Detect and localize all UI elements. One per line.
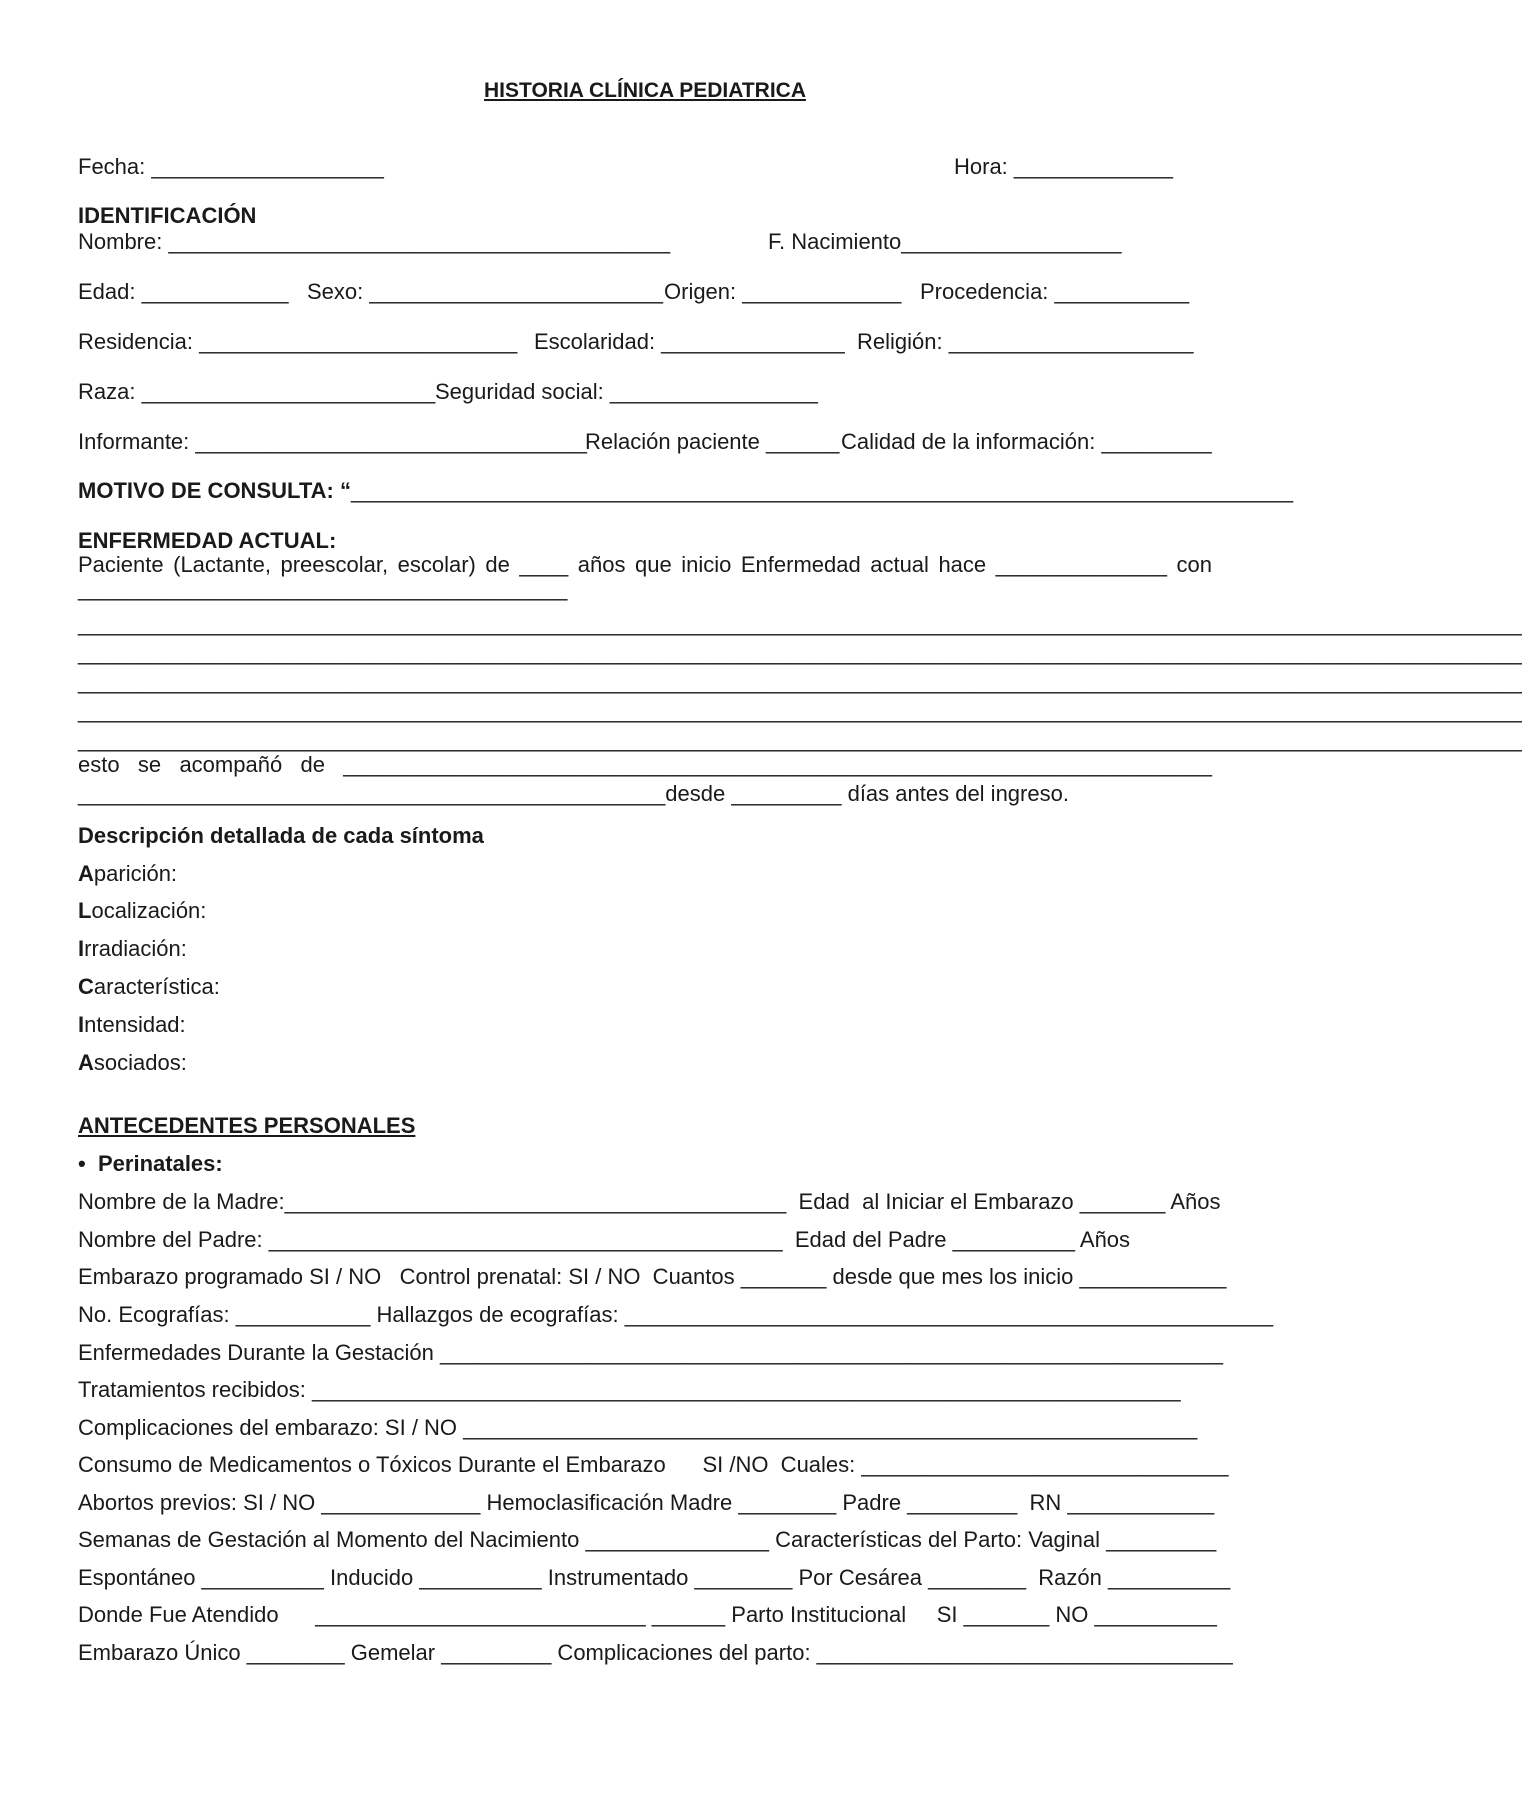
enfermedad-blank-line: ______________________________________________________________________________________________________________________ — [78, 611, 1522, 636]
origen-field: Origen: _____________ — [664, 279, 902, 304]
item-label: parición: — [93, 861, 178, 886]
word: actual — [870, 552, 929, 577]
item-label: ntensidad: — [84, 1012, 186, 1037]
madre-line: Nombre de la Madre:_________________________________________ Edad al Iniciar el Embarazo _______ Años — [78, 1189, 1221, 1214]
word: esto — [78, 752, 120, 777]
item-label: aracterística: — [93, 974, 220, 999]
padre-line: Nombre del Padre: __________________________________________ Edad del Padre __________ Años — [78, 1227, 1131, 1252]
acompano-line — [78, 752, 1212, 778]
item-initial: A — [78, 861, 94, 886]
enfermedad-blank-line: ______________________________________________________________________________________________________________________ — [78, 640, 1522, 665]
word: de — [300, 752, 325, 777]
consumo-medicamentos-line: Consumo de Medicamentos o Tóxicos Durante el Embarazo SI /NO Cuales: ______________________________ — [78, 1452, 1229, 1477]
hora-field: Hora: _____________ — [954, 154, 1173, 179]
item-label: ocalización: — [91, 898, 207, 923]
motivo-consulta-row — [78, 478, 1294, 504]
intensidad-item — [78, 1012, 186, 1038]
religion-field: Religión: ____________________ — [857, 329, 1194, 354]
fecha-field: Fecha: ___________________ — [78, 154, 384, 179]
caracteristica-item — [78, 974, 220, 1000]
word: años — [577, 552, 626, 577]
item-label: sociados: — [93, 1050, 187, 1075]
ecografias-line: No. Ecografías: ___________ Hallazgos de ecografías: _____________________________________________________ — [78, 1302, 1274, 1327]
enfermedad-intro-line — [78, 552, 1212, 578]
sexo-field: Sexo: ________________________ — [307, 279, 664, 304]
item-initial: I — [78, 1012, 85, 1037]
document-title: HISTORIA CLÍNICA PEDIATRICA — [483, 79, 806, 102]
blank: ______________ — [995, 552, 1167, 577]
irradiacion-item — [78, 936, 187, 962]
localizacion-item — [78, 898, 206, 924]
antecedentes-heading: ANTECEDENTES PERSONALES — [78, 1113, 416, 1138]
enfermedad-blank-line: ______________________________________________________________________________________________________________________ — [78, 698, 1522, 723]
raza-field: Raza: ________________________ — [78, 379, 436, 404]
residencia-field: Residencia: __________________________ — [78, 329, 518, 354]
word: escolar) — [397, 552, 476, 577]
perinatales-subheading — [78, 1151, 223, 1177]
embarazo-programado-line: Embarazo programado SI / NO Control prenatal: SI / NO Cuantos _______ desde que mes los inicio ____________ — [78, 1264, 1227, 1289]
blank: ____ — [519, 552, 569, 577]
seguridad-social-field: Seguridad social: _________________ — [435, 379, 818, 404]
desde-line: ________________________________________________desde _________ días antes del ingreso. — [78, 781, 1069, 806]
perinatales-label: Perinatales: — [98, 1151, 223, 1176]
identificacion-heading: IDENTIFICACIÓN — [78, 203, 257, 228]
word: (Lactante, — [173, 552, 271, 577]
procedencia-field: Procedencia: ___________ — [920, 279, 1190, 304]
motivo-consulta-line: _____________________________________________________________________________ — [350, 478, 1294, 503]
enfermedad-blank-line: ______________________________________________________________________________________________________________________ — [78, 669, 1522, 694]
aparicion-item — [78, 861, 177, 887]
word: preescolar, — [280, 552, 389, 577]
relacion-paciente-field: Relación paciente ______ — [585, 429, 840, 454]
complicaciones-embarazo-line: Complicaciones del embarazo: SI / NO ____________________________________________________________ — [78, 1415, 1198, 1440]
item-initial: C — [78, 974, 94, 999]
descripcion-heading: Descripción detallada de cada síntoma — [78, 823, 484, 848]
embarazo-unico-line: Embarazo Único ________ Gemelar _________ Complicaciones del parto: __________________________________ — [78, 1640, 1233, 1665]
word: Paciente — [78, 552, 164, 577]
semanas-gestacion-line: Semanas de Gestación al Momento del Nacimiento _______________ Características del Parto: Vaginal _________ — [78, 1527, 1217, 1552]
tipo-parto-line: Espontáneo __________ Inducido __________ Instrumentado ________ Por Cesárea ________ Razón __________ — [78, 1565, 1231, 1590]
enfermedad-blank-line: ______________________________________________________________________________________________________________________ — [78, 727, 1522, 752]
tratamientos-line: Tratamientos recibidos: _______________________________________________________________________ — [78, 1377, 1181, 1402]
motivo-consulta-label: MOTIVO DE CONSULTA: “ — [78, 478, 351, 503]
calidad-informacion-field: Calidad de la información: _________ — [841, 429, 1212, 454]
item-initial: L — [78, 898, 92, 923]
nombre-field: Nombre: _________________________________________ — [78, 229, 671, 254]
word: con — [1176, 552, 1212, 577]
item-label: rradiación: — [84, 936, 187, 961]
enfermedad-actual-heading: ENFERMEDAD ACTUAL: — [78, 528, 337, 553]
abortos-line: Abortos previos: SI / NO _____________ Hemoclasificación Madre ________ Padre _________ RN ____________ — [78, 1490, 1215, 1515]
edad-field: Edad: ____________ — [78, 279, 289, 304]
item-initial: A — [78, 1050, 94, 1075]
word: que — [635, 552, 672, 577]
enfermedad-line-2: ________________________________________ — [78, 576, 568, 601]
escolaridad-field: Escolaridad: _______________ — [534, 329, 845, 354]
atendido-line: Donde Fue Atendido ___________________________ ______ Parto Institucional SI _______ NO __________ — [78, 1602, 1217, 1627]
blank: _______________________________________________________________________ — [343, 752, 1212, 777]
asociados-item — [78, 1050, 187, 1076]
word: Enfermedad — [740, 552, 861, 577]
enfermedades-gestacion-line: Enfermedades Durante la Gestación ________________________________________________________________ — [78, 1340, 1224, 1365]
bullet-icon: • — [78, 1151, 86, 1176]
word: inicio — [681, 552, 732, 577]
word: acompañó — [179, 752, 283, 777]
f-nacimiento-field: F. Nacimiento__________________ — [768, 229, 1122, 254]
word: de — [485, 552, 510, 577]
item-initial: I — [78, 936, 85, 961]
word: se — [137, 752, 162, 777]
informante-field: Informante: ________________________________ — [78, 429, 587, 454]
word: hace — [938, 552, 987, 577]
